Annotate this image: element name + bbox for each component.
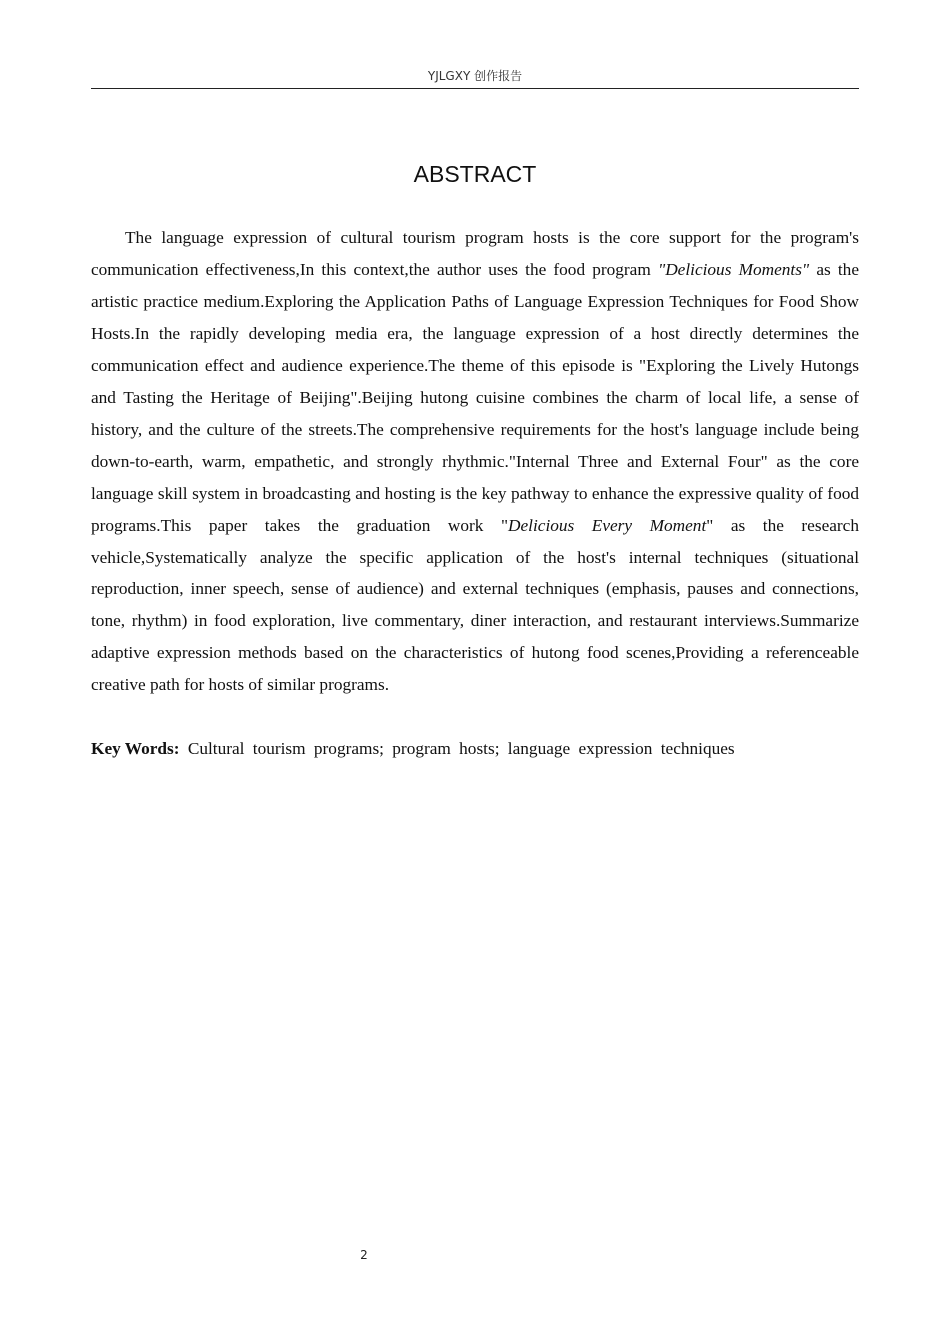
- abstract-text-segment-1: The language expression of cultural tourism program hosts is the core support for the program's communication effectiveness,In this context,the author uses the food program: [91, 228, 859, 279]
- abstract-title: ABSTRACT: [413, 161, 537, 187]
- keywords-text: Cultural tourism programs; program hosts; language expression techniques: [179, 739, 735, 758]
- abstract-paragraph: [91, 222, 859, 701]
- header-text: YJLGXY 创作报告: [427, 69, 523, 83]
- abstract-italic-title-1: "Delicious Moments": [657, 259, 810, 279]
- abstract-text-segment-2: as the artistic practice medium.Exploring the Application Paths of Language Expression Techniques for Food Show Hosts.In the rapidly developing media era, the language expression of a host directly determines the communication effect and audience experience.The theme of this episode is "Exploring the Lively Hutongs and Tasting the Heritage of Beijing".Beijing hutong cuisine combines the charm of local life, a sense of history, and the culture of the streets.The comprehensive requirements for the host's language include being down-to-earth, warm, empathetic, and strongly rhythmic."Internal Three and External Four" as the core language skill system in broadcasting and hosting is the key pathway to enhance the expressive quality of food programs.This paper takes the graduation work ": [91, 259, 859, 535]
- keywords-line: [91, 733, 859, 765]
- page-header: [91, 66, 859, 89]
- abstract-italic-title-2: Delicious Every Moment: [508, 515, 707, 535]
- abstract-text-segment-3: " as the research vehicle,Systematically analyze the specific application of the host's internal techniques (situational reproduction, inner speech, sense of audience) and external techniques (emphasis, pauses and connections, tone, rhythm) in food exploration, live commentary, diner interaction, and restaurant interviews.Summarize adaptive expression methods based on the characteristics of hutong food scenes,Providing a referenceable creative path for hosts of similar programs.: [91, 515, 859, 695]
- keywords-label: Key Words:: [91, 739, 180, 758]
- page-number: 2: [360, 1248, 368, 1262]
